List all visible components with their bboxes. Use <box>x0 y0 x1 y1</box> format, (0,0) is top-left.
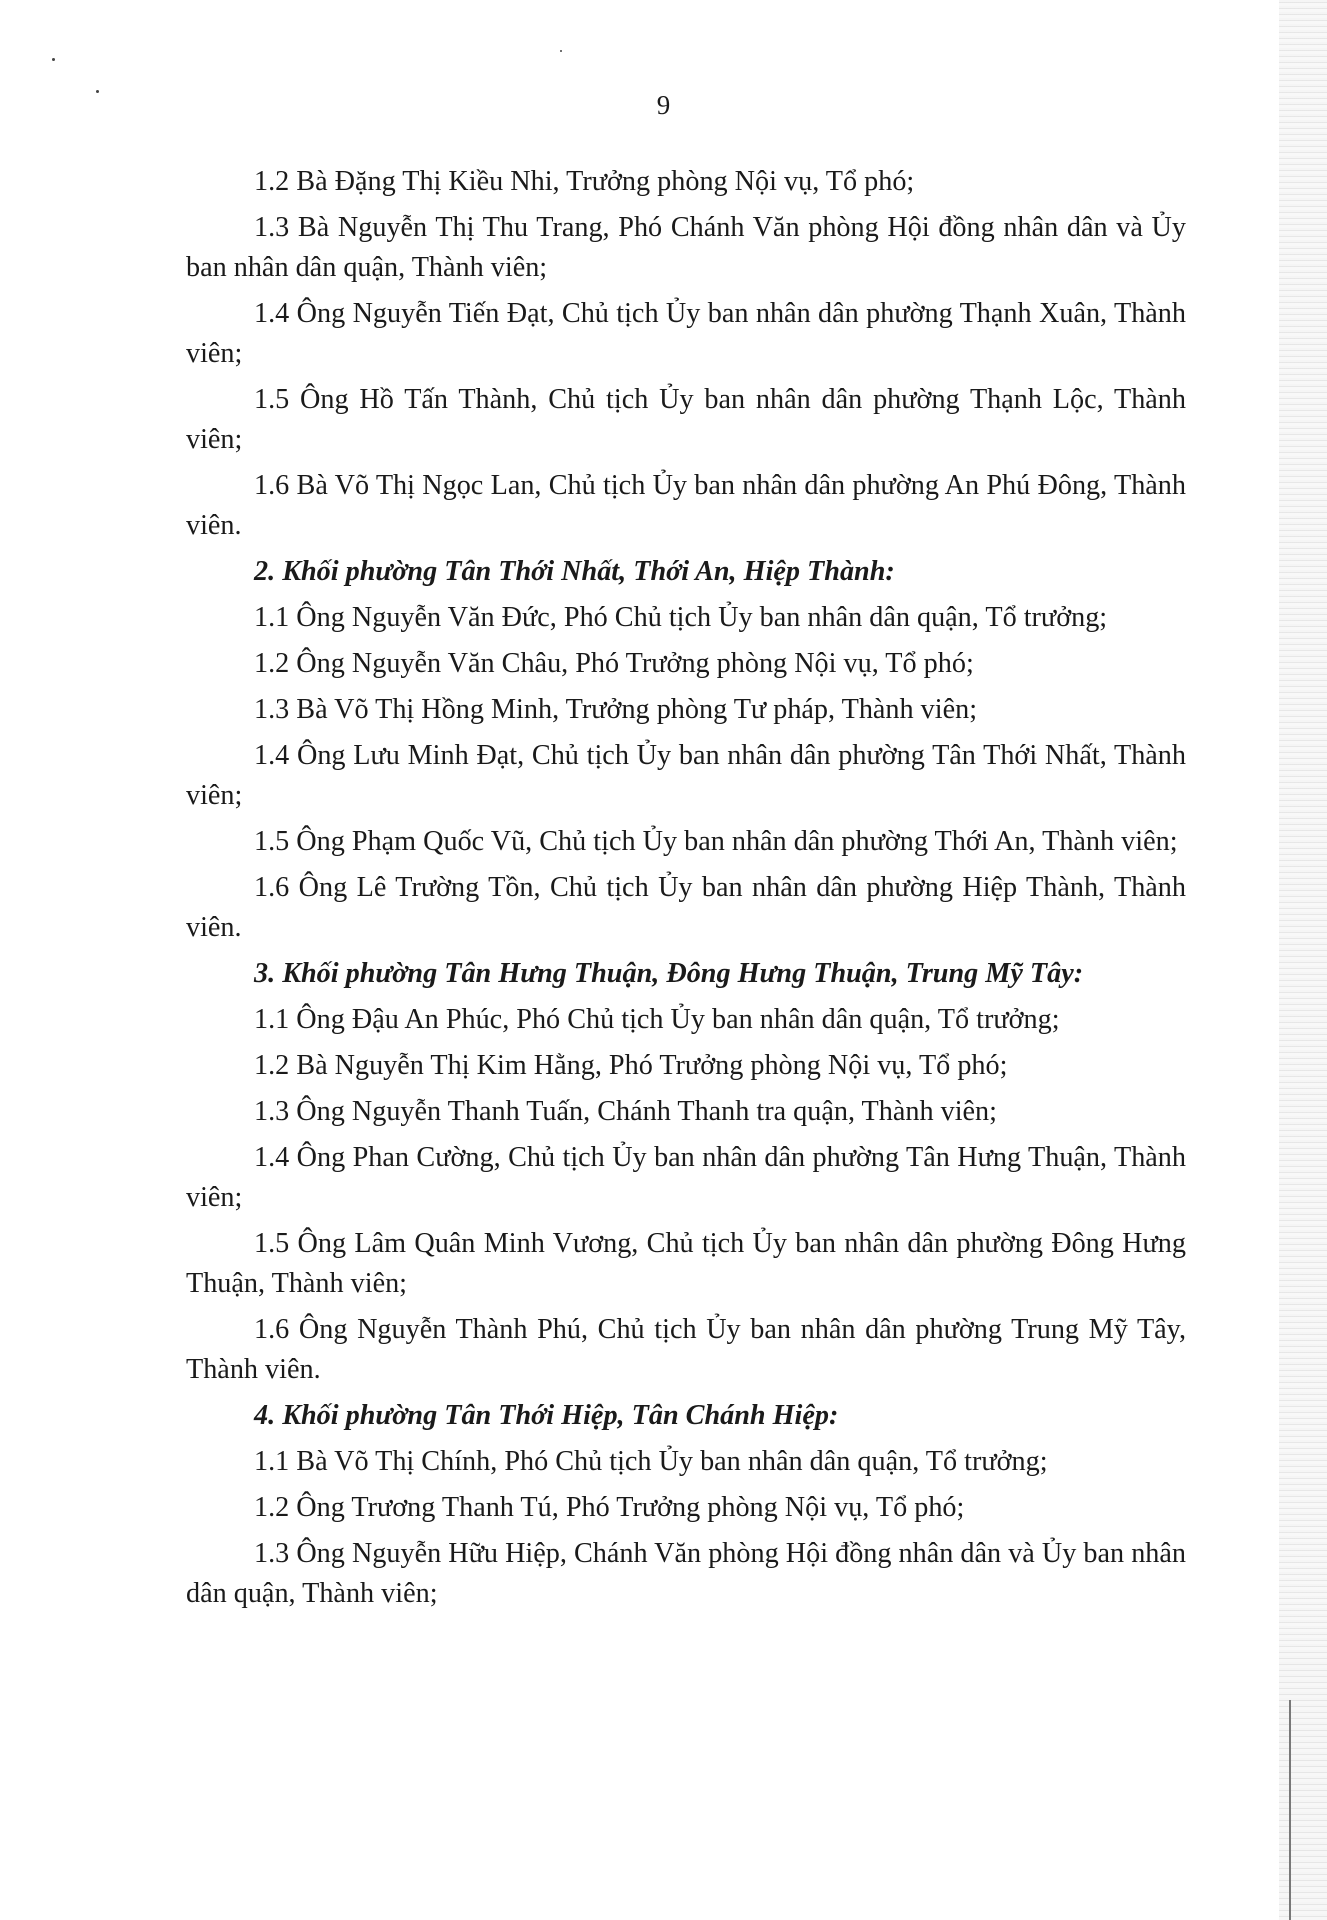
member-item: 1.3 Ông Nguyễn Thanh Tuấn, Chánh Thanh tra quận, Thành viên; <box>254 1096 997 1127</box>
section-heading: 3. Khối phường Tân Hưng Thuận, Đông Hưng Thuận, Trung Mỹ Tây: <box>254 958 1084 989</box>
member-item: 1.4 Ông Nguyễn Tiến Đạt, Chủ tịch Ủy ban nhân dân phường Thạnh Xuân, Thành viên; <box>186 298 1186 369</box>
page-number: 9 <box>656 90 671 120</box>
section-heading: 2. Khối phường Tân Thới Nhất, Thới An, Hiệp Thành: <box>254 556 895 587</box>
member-item: 1.1 Bà Võ Thị Chính, Phó Chủ tịch Ủy ban nhân dân quận, Tổ trưởng; <box>254 1446 1048 1477</box>
member-item: 1.2 Ông Nguyễn Văn Châu, Phó Trưởng phòng Nội vụ, Tổ phó; <box>254 648 974 679</box>
member-item: 1.6 Bà Võ Thị Ngọc Lan, Chủ tịch Ủy ban nhân dân phường An Phú Đông, Thành viên. <box>186 470 1186 541</box>
member-item: 1.3 Ông Nguyễn Hữu Hiệp, Chánh Văn phòng Hội đồng nhân dân và Ủy ban nhân dân quận, Thành viên; <box>186 1538 1186 1609</box>
member-item: 1.2 Bà Đặng Thị Kiều Nhi, Trưởng phòng Nội vụ, Tổ phó; <box>254 166 915 197</box>
member-item: 1.6 Ông Nguyễn Thành Phú, Chủ tịch Ủy ban nhân dân phường Trung Mỹ Tây, Thành viên. <box>186 1314 1186 1385</box>
document-body <box>186 162 1186 1620</box>
member-item: 1.5 Ông Hồ Tấn Thành, Chủ tịch Ủy ban nhân dân phường Thạnh Lộc, Thành viên; <box>186 384 1186 455</box>
scan-speck <box>560 50 562 52</box>
member-item: 1.5 Ông Lâm Quân Minh Vương, Chủ tịch Ủy ban nhân dân phường Đông Hưng Thuận, Thành viên; <box>186 1228 1186 1299</box>
member-item: 1.5 Ông Phạm Quốc Vũ, Chủ tịch Ủy ban nhân dân phường Thới An, Thành viên; <box>254 826 1178 857</box>
scan-speck <box>52 58 55 61</box>
member-item: 1.2 Bà Nguyễn Thị Kim Hằng, Phó Trưởng phòng Nội vụ, Tổ phó; <box>254 1050 1008 1081</box>
member-item: 1.6 Ông Lê Trường Tồn, Chủ tịch Ủy ban nhân dân phường Hiệp Thành, Thành viên. <box>186 872 1186 943</box>
member-item: 1.3 Bà Võ Thị Hồng Minh, Trưởng phòng Tư pháp, Thành viên; <box>254 694 978 725</box>
member-item: 1.2 Ông Trương Thanh Tú, Phó Trưởng phòng Nội vụ, Tổ phó; <box>254 1492 965 1523</box>
member-item: 1.1 Ông Nguyễn Văn Đức, Phó Chủ tịch Ủy ban nhân dân quận, Tổ trưởng; <box>254 602 1108 633</box>
scan-edge <box>1279 0 1327 1920</box>
member-item: 1.1 Ông Đậu An Phúc, Phó Chủ tịch Ủy ban nhân dân quận, Tổ trưởng; <box>254 1004 1060 1035</box>
member-item: 1.4 Ông Phan Cường, Chủ tịch Ủy ban nhân dân phường Tân Hưng Thuận, Thành viên; <box>186 1142 1186 1213</box>
member-item: 1.3 Bà Nguyễn Thị Thu Trang, Phó Chánh Văn phòng Hội đồng nhân dân và Ủy ban nhân dân quận, Thành viên; <box>186 212 1186 283</box>
member-item: 1.4 Ông Lưu Minh Đạt, Chủ tịch Ủy ban nhân dân phường Tân Thới Nhất, Thành viên; <box>186 740 1186 811</box>
section-heading: 4. Khối phường Tân Thới Hiệp, Tân Chánh Hiệp: <box>254 1400 839 1431</box>
